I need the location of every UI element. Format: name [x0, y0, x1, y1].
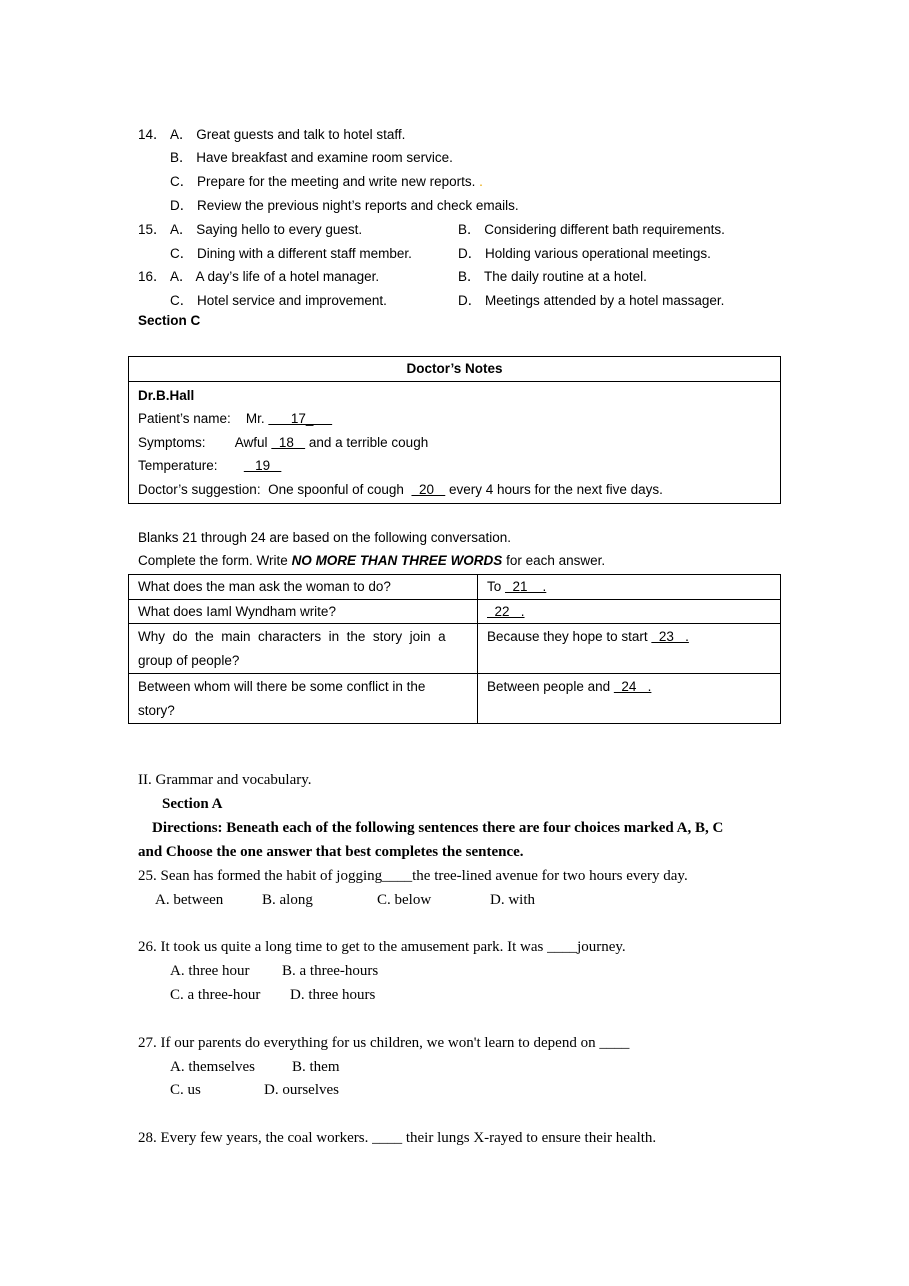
q15-option-c: C． Dining with a different staff member.	[170, 246, 412, 261]
doctors-notes-table	[128, 356, 781, 504]
doctor-name: Dr.B.Hall	[138, 387, 195, 403]
doctors-notes-title: Doctor’s Notes	[129, 357, 781, 382]
form-row	[129, 599, 781, 624]
q25-stem: 25. Sean has formed the habit of jogging____the tree-lined avenue for two hours every day.	[138, 868, 688, 884]
q28-stem: 28. Every few years, the coal workers. ____ their lungs X-rayed to ensure their health.	[138, 1130, 657, 1146]
q25-option-b: B. along	[262, 892, 313, 908]
temperature-line: Temperature: 19	[138, 458, 282, 473]
form-question-2: What does Iaml Wyndham write?	[129, 599, 478, 624]
q25-option-a: A. between	[155, 892, 224, 908]
q26-option-c: C. a three-hour	[170, 987, 261, 1003]
doctors-notes-body	[129, 381, 781, 504]
blank-23: 23 .	[651, 629, 689, 644]
form-answer-1: To 21 .	[478, 575, 781, 600]
q15-option-a: A． Saying hello to every guest.	[170, 222, 363, 237]
directions-line-1: Directions: Beneath each of the following sentences there are four choices marked A, B, C	[152, 820, 724, 836]
form-question-4: Between whom will there be some conflict in the story?	[129, 674, 478, 724]
q26-stem: 26. It took us quite a long time to get to the amusement park. It was ____journey.	[138, 939, 626, 955]
blank-21: 21 .	[505, 579, 547, 594]
q14-option-d: D． Review the previous night’s reports and check emails.	[170, 198, 519, 213]
q27-option-b: B. them	[292, 1059, 340, 1075]
blank-24: 24 .	[613, 679, 652, 694]
q25-option-d: D. with	[490, 892, 535, 908]
q16-number: 16．	[138, 269, 167, 284]
q16-option-b: B． The daily routine at a hotel.	[458, 269, 647, 284]
q27-stem: 27. If our parents do everything for us children, we won't learn to depend on ____	[138, 1035, 630, 1051]
q27-option-c: C. us	[170, 1082, 201, 1098]
section-c-heading: Section C	[138, 313, 201, 328]
q16-option-c: C． Hotel service and improvement.	[170, 293, 387, 308]
q16-option-d: D． Meetings attended by a hotel massager.	[458, 293, 725, 308]
blank-22: 22 .	[487, 603, 525, 619]
blank-20: 20	[411, 481, 446, 497]
q14-number: 14．	[138, 127, 167, 142]
q15-option-b: B． Considering different bath requirements.	[458, 222, 725, 237]
blanks-intro: Blanks 21 through 24 are based on the following conversation.	[138, 530, 511, 545]
q16-option-a: A． A day’s life of a hotel manager.	[170, 269, 380, 284]
blank-17: 17_	[268, 411, 333, 426]
directions-line-2: and Choose the one answer that best completes the sentence.	[138, 844, 524, 860]
blank-18: 18	[271, 434, 306, 450]
form-answer-4: Between people and 24 .	[478, 674, 781, 724]
q27-option-d: D. ourselves	[264, 1082, 339, 1098]
q15-number: 15．	[138, 222, 167, 237]
form-answer-2	[478, 599, 781, 624]
symptoms-line: Symptoms: Awful 18 and a terrible cough	[138, 434, 429, 450]
patient-name-line: Patient’s name: Mr. 17_	[138, 411, 333, 426]
q27-option-a: A. themselves	[170, 1059, 255, 1075]
q14-option-c: C． Prepare for the meeting and write new reports. .	[170, 174, 483, 189]
form-row	[129, 674, 781, 724]
section-a-heading: Section A	[162, 796, 223, 812]
q14-option-b: B． Have breakfast and examine room service.	[170, 150, 453, 165]
grammar-heading: II. Grammar and vocabulary.	[138, 772, 312, 788]
q15-option-d: D． Holding various operational meetings.	[458, 246, 711, 261]
suggestion-line: Doctor’s suggestion: One spoonful of cough 20 every 4 hours for the next five days.	[138, 481, 663, 497]
form-question-3: Why do the main characters in the story join a group of people?	[129, 624, 478, 674]
form-answer-3: Because they hope to start 23 .	[478, 624, 781, 674]
conversation-form-table	[128, 574, 781, 724]
form-row	[129, 624, 781, 674]
form-question-1: What does the man ask the woman to do?	[129, 575, 478, 600]
q26-option-a: A. three hour	[170, 963, 250, 979]
q26-option-d: D. three hours	[290, 987, 376, 1003]
q26-option-b: B. a three-hours	[282, 963, 379, 979]
form-instructions: Complete the form. Write NO MORE THAN THREE WORDS for each answer.	[138, 553, 606, 568]
q25-option-c: C. below	[377, 892, 432, 908]
form-row	[129, 575, 781, 600]
q14-option-a: A． Great guests and talk to hotel staff.	[170, 127, 406, 142]
blank-19: 19	[243, 458, 282, 473]
